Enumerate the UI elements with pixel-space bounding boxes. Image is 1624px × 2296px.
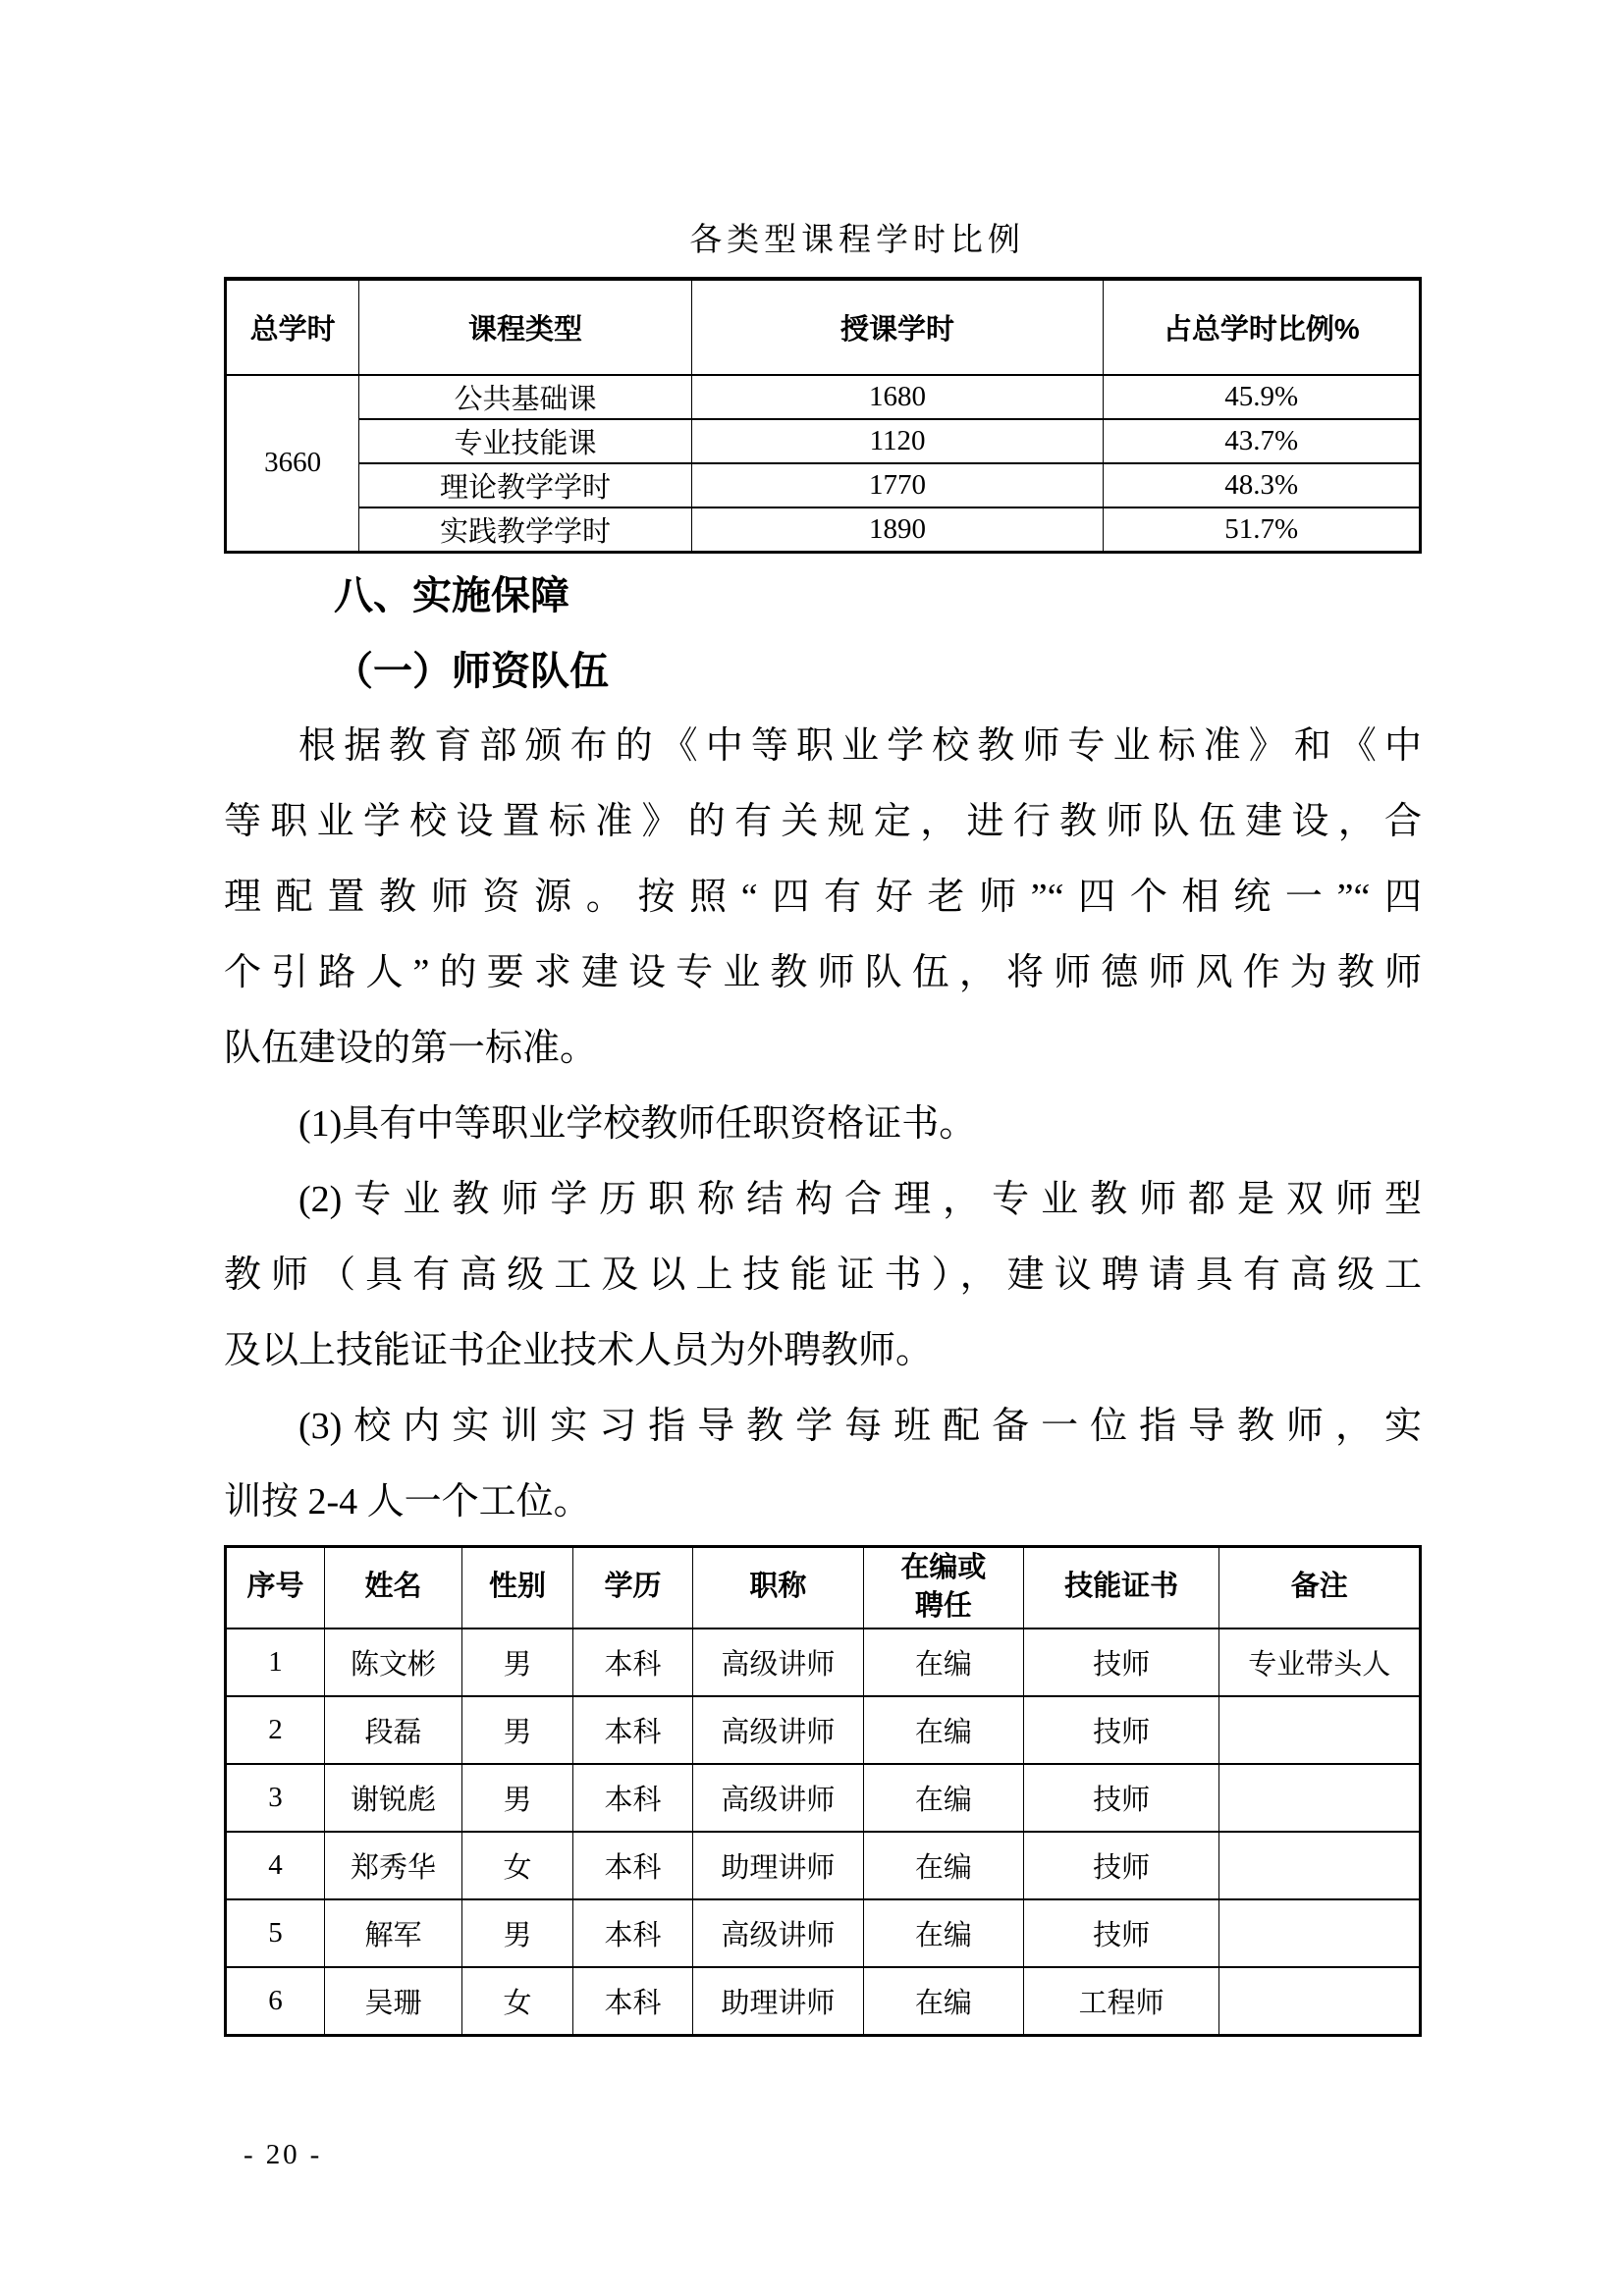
t2-header-remark: 备注	[1219, 1546, 1421, 1629]
t2-title: 高级讲师	[692, 1764, 863, 1832]
t2-name: 解军	[325, 1899, 462, 1967]
table-row	[226, 1899, 1421, 1967]
t2-cert: 技师	[1023, 1832, 1219, 1899]
course-hours-table	[224, 277, 1422, 554]
page-number: - 20 -	[244, 2138, 323, 2170]
t2-degree: 本科	[573, 1696, 693, 1764]
body-line: 等职业学校设置标准》的有关规定，进行教师队伍建设，合	[224, 800, 1422, 842]
teacher-roster-header-row	[226, 1546, 1421, 1629]
t2-name: 谢锐彪	[325, 1764, 462, 1832]
t2-status: 在编	[863, 1764, 1023, 1832]
t1-header-total-hours: 总学时	[226, 279, 359, 375]
t2-note: 专业带头人	[1219, 1629, 1421, 1696]
t2-header-degree: 学历	[573, 1546, 693, 1629]
t2-status: 在编	[863, 1899, 1023, 1967]
t2-cert: 技师	[1023, 1629, 1219, 1696]
t2-header-gender: 性别	[461, 1546, 572, 1629]
t2-cert: 技师	[1023, 1899, 1219, 1967]
t2-index: 2	[226, 1696, 325, 1764]
t2-status: 在编	[863, 1629, 1023, 1696]
teacher-roster-table	[224, 1545, 1422, 2037]
t1-header-teaching-hours: 授课学时	[691, 279, 1104, 375]
t1-course-type: 理论教学学时	[359, 463, 691, 507]
t1-hours: 1890	[691, 507, 1104, 552]
t2-cert: 技师	[1023, 1764, 1219, 1832]
t2-title: 助理讲师	[692, 1832, 863, 1899]
body-line: (1)具有中等职业学校教师任职资格证书。	[298, 1102, 977, 1145]
t1-course-type: 公共基础课	[359, 375, 691, 419]
t2-index: 6	[226, 1967, 325, 2035]
body-line: 教师（具有高级工及以上技能证书），建议聘请具有高级工	[224, 1254, 1422, 1296]
t2-header-name: 姓名	[325, 1546, 462, 1629]
t1-course-type: 专业技能课	[359, 419, 691, 463]
t1-pct: 43.7%	[1104, 419, 1421, 463]
t2-gender: 男	[461, 1764, 572, 1832]
table-row	[226, 419, 1421, 463]
t2-gender: 女	[461, 1967, 572, 2035]
t2-header-employment-label: 在编或聘任	[900, 1552, 987, 1623]
t2-note	[1219, 1832, 1421, 1899]
t2-degree: 本科	[573, 1899, 693, 1967]
t2-gender: 男	[461, 1899, 572, 1967]
t2-gender: 男	[461, 1629, 572, 1696]
table-row	[226, 507, 1421, 552]
t1-course-type: 实践教学学时	[359, 507, 691, 552]
body-line: 个引路人”的要求建设专业教师队伍，将师德师风作为教师	[224, 951, 1422, 993]
t2-degree: 本科	[573, 1629, 693, 1696]
t2-name: 郑秀华	[325, 1832, 462, 1899]
t1-header-percentage: 占总学时比例%	[1104, 279, 1421, 375]
t2-note	[1219, 1764, 1421, 1832]
t2-header-title: 职称	[692, 1546, 863, 1629]
table1-title: 各类型课程学时比例	[689, 223, 1025, 258]
t2-header-employment	[863, 1546, 1023, 1629]
table-row	[226, 1696, 1421, 1764]
t2-header-index: 序号	[226, 1546, 325, 1629]
t2-status: 在编	[863, 1832, 1023, 1899]
t1-pct: 48.3%	[1104, 463, 1421, 507]
t2-note	[1219, 1967, 1421, 2035]
t1-pct: 51.7%	[1104, 507, 1421, 552]
body-line: 训按 2-4 人一个工位。	[224, 1480, 591, 1522]
body-line: 队伍建设的第一标准。	[224, 1027, 598, 1069]
t2-name: 吴珊	[325, 1967, 462, 2035]
t2-status: 在编	[863, 1967, 1023, 2035]
body-line: 根据教育部颁布的《中等职业学校教师专业标准》和《中	[298, 724, 1422, 767]
body-paragraphs	[224, 709, 1422, 1540]
t1-total-hours-value: 3660	[226, 375, 359, 552]
t2-degree: 本科	[573, 1967, 693, 2035]
t1-hours: 1770	[691, 463, 1104, 507]
subsection-heading: （一）师资队伍	[334, 648, 609, 693]
table-row	[226, 1629, 1421, 1696]
t2-note	[1219, 1696, 1421, 1764]
t2-index: 5	[226, 1899, 325, 1967]
table-row	[226, 1967, 1421, 2035]
t2-degree: 本科	[573, 1832, 693, 1899]
t1-pct: 45.9%	[1104, 375, 1421, 419]
body-line: 及以上技能证书企业技术人员为外聘教师。	[224, 1329, 934, 1371]
t1-header-course-type: 课程类型	[359, 279, 691, 375]
body-line: 理配置教师资源。按照“四有好老师”“四个相统一”“四	[224, 876, 1422, 918]
table-row	[226, 1832, 1421, 1899]
body-line: (2)专业教师学历职称结构合理，专业教师都是双师型	[298, 1178, 1422, 1220]
body-line: (3)校内实训实习指导教学每班配备一位指导教师，实	[298, 1405, 1422, 1447]
t2-title: 高级讲师	[692, 1696, 863, 1764]
t2-index: 4	[226, 1832, 325, 1899]
table-row	[226, 1764, 1421, 1832]
t2-index: 1	[226, 1629, 325, 1696]
t2-title: 高级讲师	[692, 1899, 863, 1967]
t2-cert: 工程师	[1023, 1967, 1219, 2035]
t2-index: 3	[226, 1764, 325, 1832]
t2-header-certificate: 技能证书	[1023, 1546, 1219, 1629]
table-row	[226, 463, 1421, 507]
content-area	[224, 218, 1422, 2174]
t2-status: 在编	[863, 1696, 1023, 1764]
t2-degree: 本科	[573, 1764, 693, 1832]
t2-gender: 男	[461, 1696, 572, 1764]
section-heading: 八、实施保障	[334, 573, 569, 617]
t1-hours: 1680	[691, 375, 1104, 419]
t2-title: 助理讲师	[692, 1967, 863, 2035]
table-row	[226, 375, 1421, 419]
t2-name: 段磊	[325, 1696, 462, 1764]
t1-hours: 1120	[691, 419, 1104, 463]
t2-cert: 技师	[1023, 1696, 1219, 1764]
t2-name: 陈文彬	[325, 1629, 462, 1696]
t2-note	[1219, 1899, 1421, 1967]
course-hours-header-row	[226, 279, 1421, 375]
t2-title: 高级讲师	[692, 1629, 863, 1696]
t2-gender: 女	[461, 1832, 572, 1899]
